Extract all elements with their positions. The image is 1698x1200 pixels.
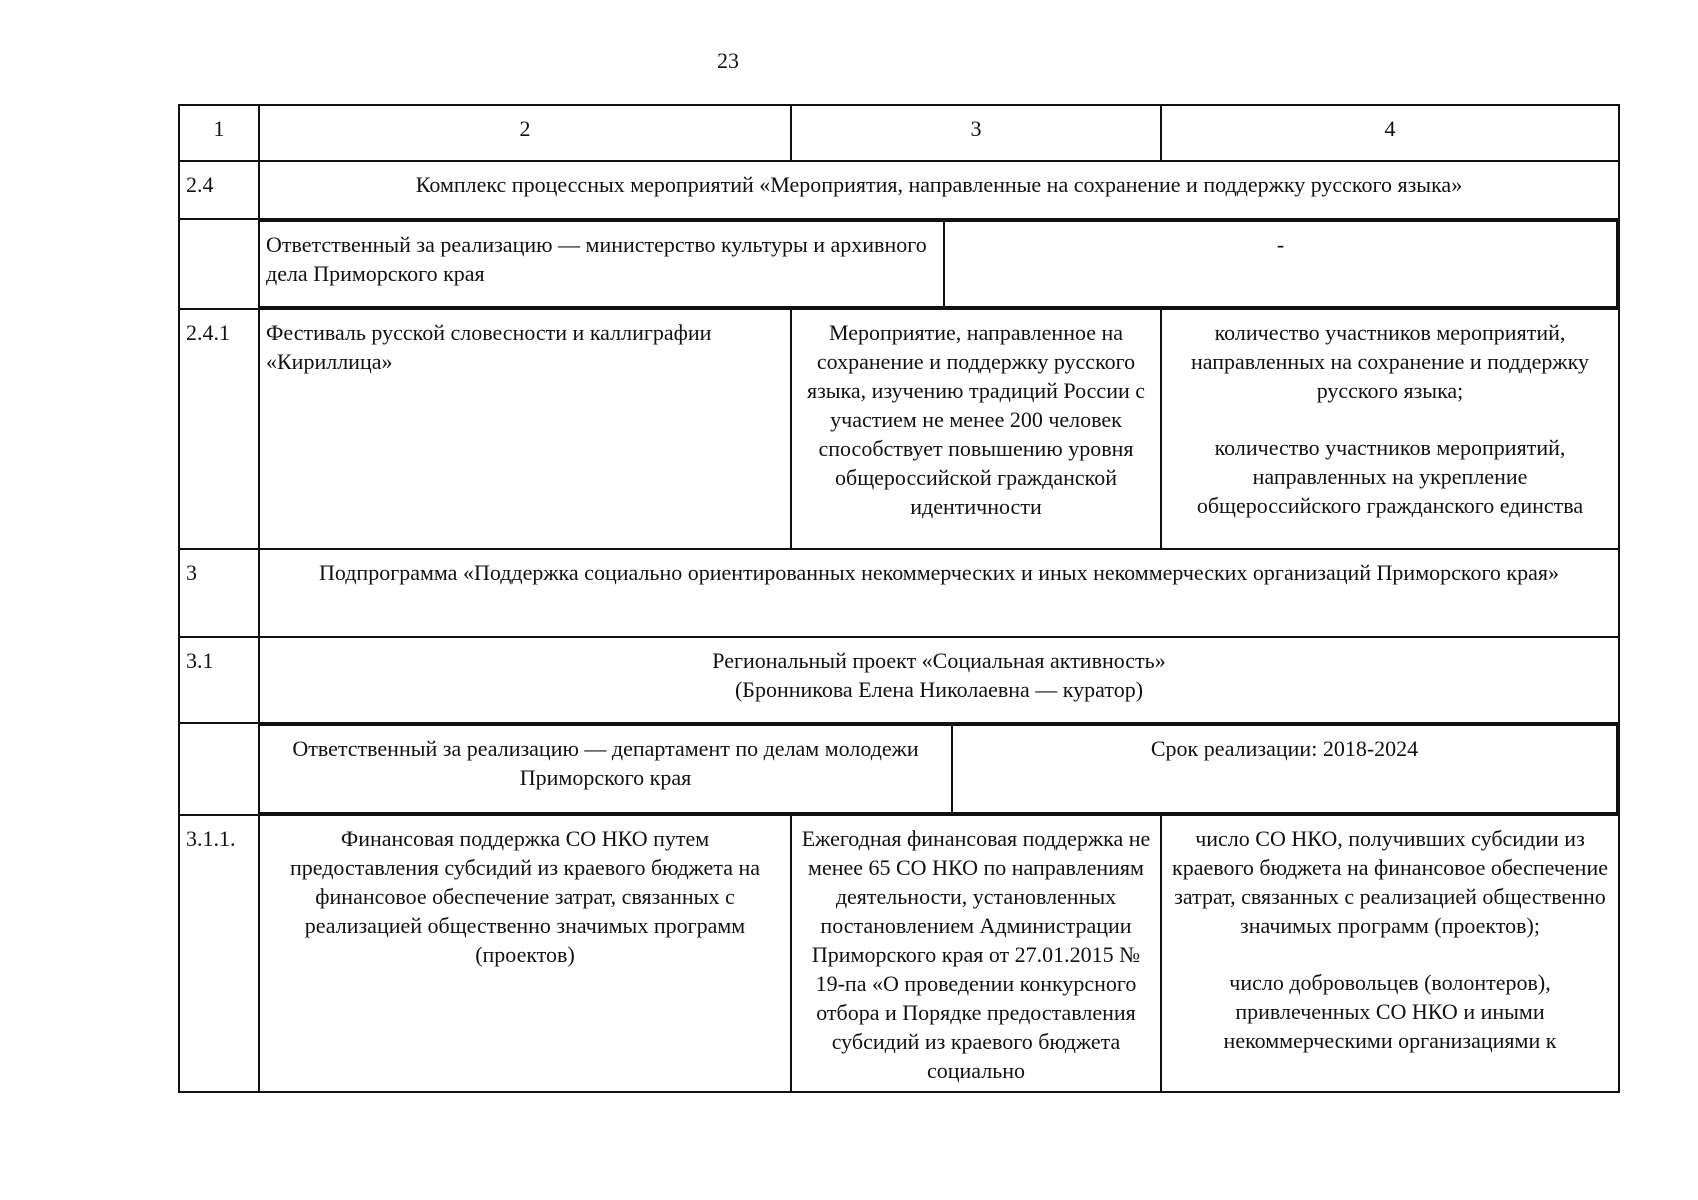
section-title: Комплекс процессных мероприятий «Мероприятия, направленные на сохранение и поддержку русского языка» xyxy=(259,161,1619,219)
event-description: Мероприятие, направленное на сохранение и поддержку русского языка, изучению традиций России с участием не менее 200 человек способствует повышению уровня общероссийской гражданской идентичности xyxy=(791,309,1161,549)
responsible-row xyxy=(259,219,1619,309)
row-number-empty xyxy=(179,219,259,309)
row-number: 2.4 xyxy=(179,161,259,219)
table-row xyxy=(179,219,1619,309)
period-text: - xyxy=(944,221,1617,307)
indicator-text: число добровольцев (волонтеров), привлеченных СО НКО и иными некоммерческими организациями к xyxy=(1223,970,1557,1053)
row-number-empty xyxy=(179,723,259,815)
row-number: 3.1.1. xyxy=(179,815,259,1092)
event-name: Фестиваль русской словесности и каллиграфии «Кириллица» xyxy=(259,309,791,549)
table-row xyxy=(179,309,1619,549)
responsible-text: Ответственный за реализацию — министерство культуры и архивного дела Приморского края xyxy=(260,221,944,307)
project-title xyxy=(259,637,1619,723)
indicator-text: число СО НКО, получивших субсидии из краевого бюджета на финансовое обеспечение затрат, связанных с реализацией общественно значимых программ (проектов); xyxy=(1172,826,1608,938)
header-cell-4: 4 xyxy=(1161,105,1619,161)
responsible-row xyxy=(259,723,1619,815)
document-table xyxy=(178,104,1620,1093)
project-curator-line: (Бронникова Елена Николаевна — куратор) xyxy=(734,677,1144,702)
row-number: 2.4.1 xyxy=(179,309,259,549)
subprogram-title: Подпрограмма «Поддержка социально ориентированных некоммерческих и иных некоммерческих организаций Приморского края» xyxy=(259,549,1619,637)
indicator-text: количество участников мероприятий, направленных на сохранение и поддержку русского языка; xyxy=(1191,320,1589,403)
event-description: Ежегодная финансовая поддержка не менее 65 СО НКО по направлениям деятельности, установленных постановлением Администрации Приморского края от 27.01.2015 № 19-па «О проведении конкурсного отбора и Порядке предоставления субсидий из краевого бюджета социально xyxy=(791,815,1161,1092)
table-row xyxy=(179,815,1619,1092)
table-row xyxy=(179,161,1619,219)
period-text: Срок реализации: 2018-2024 xyxy=(952,725,1617,813)
table-row xyxy=(179,549,1619,637)
table-row xyxy=(179,637,1619,723)
header-cell-1: 1 xyxy=(179,105,259,161)
header-cell-3: 3 xyxy=(791,105,1161,161)
event-name: Финансовая поддержка СО НКО путем предоставления субсидий из краевого бюджета на финансовое обеспечение затрат, связанных с реализацией общественно значимых программ (проектов) xyxy=(259,815,791,1092)
table-header-row xyxy=(179,105,1619,161)
row-number: 3.1 xyxy=(179,637,259,723)
project-title-line: Региональный проект «Социальная активность» xyxy=(712,648,1166,673)
indicator-text: количество участников мероприятий, направленных на укрепление общероссийского гражданского единства xyxy=(1196,435,1584,518)
row-number: 3 xyxy=(179,549,259,637)
header-cell-2: 2 xyxy=(259,105,791,161)
page-number: 23 xyxy=(717,48,739,73)
table-row xyxy=(179,723,1619,815)
event-indicators xyxy=(1161,309,1619,549)
responsible-text: Ответственный за реализацию — департамент по делам молодежи Приморского края xyxy=(260,725,952,813)
event-indicators xyxy=(1161,815,1619,1092)
